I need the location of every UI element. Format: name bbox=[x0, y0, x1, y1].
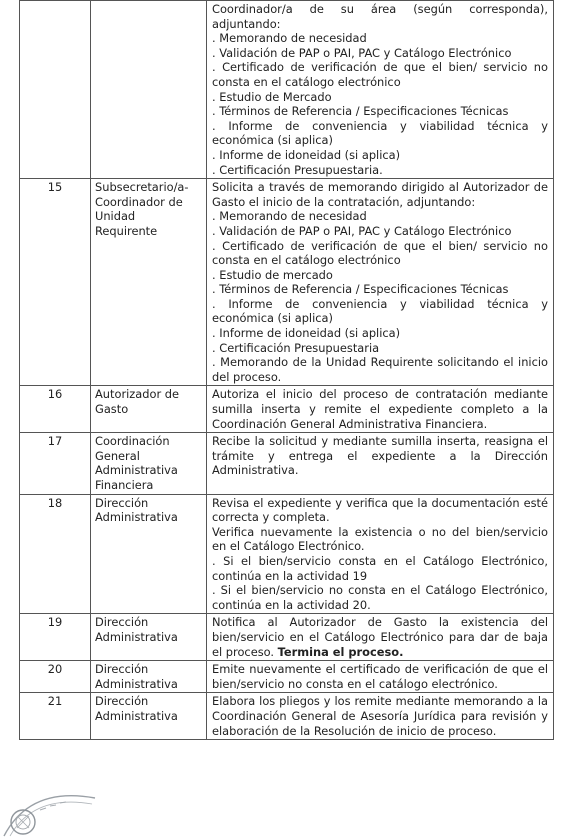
description-line: . Validación de PAP o PAI, PAC y Catálogo Electrónico bbox=[212, 223, 512, 238]
responsible-cell bbox=[91, 614, 207, 661]
step-number: 18 bbox=[20, 494, 91, 614]
responsible-line: Subsecretario/a- bbox=[95, 180, 189, 195]
description-cell bbox=[207, 614, 554, 661]
description-line: . Certificado de verificación de que el bien/ servicio no consta en el catálogo electrónico bbox=[212, 60, 548, 89]
description-line: . Memorando de necesidad bbox=[212, 31, 367, 46]
description-line: . Certificación Presupuestaria. bbox=[212, 162, 383, 177]
responsible-line: Requirente bbox=[95, 223, 158, 238]
description-line: Elabora los pliegos y los remite mediante memorando a la Coordinación General de Asesoría Jurídica para revisión y elaboración de la Resolución de inicio de proceso. bbox=[212, 694, 548, 738]
description-line: . Términos de Referencia / Especificaciones Técnicas bbox=[212, 104, 509, 119]
responsible-line: Administrativa bbox=[95, 510, 178, 525]
description-cell bbox=[207, 386, 554, 433]
step-number: 21 bbox=[20, 693, 91, 740]
description-line: Coordinador/a de su área (según corresponda), adjuntando: bbox=[212, 2, 548, 31]
step-number: 17 bbox=[20, 433, 91, 494]
responsible-cell bbox=[91, 693, 207, 740]
description-line: Revisa el expediente y verifica que la documentación esté correcta y completa. bbox=[212, 495, 548, 525]
table-row bbox=[20, 494, 554, 614]
responsible-line: Coordinador de bbox=[95, 194, 183, 209]
description-line: . Certificación Presupuestaria bbox=[212, 340, 380, 355]
responsible-line: Dirección bbox=[95, 662, 149, 677]
table-row bbox=[20, 386, 554, 433]
description-cell bbox=[207, 179, 554, 386]
responsible-line: Dirección bbox=[95, 495, 149, 510]
description-line: . Si el bien/servicio consta en el Catálogo Electrónico, continúa en la actividad 19 bbox=[212, 553, 548, 583]
responsible-line: Administrativa bbox=[95, 629, 178, 644]
description-line: . Certificado de verificación de que el bien/ servicio no consta en el catálogo electrónico bbox=[212, 238, 548, 268]
description-line: Solicita a través de memorando dirigido al Autorizador de Gasto el inicio de la contratación, adjuntando: bbox=[212, 180, 548, 209]
description-line: Notifica al Autorizador de Gasto la existencia del bien/servicio en el Catálogo Electrónico para dar de baja el proceso. bbox=[212, 615, 548, 659]
description-line: Recibe la solicitud y mediante sumilla inserta, reasigna el trámite y entrega el expediente a la Dirección Administrativa. bbox=[212, 434, 548, 478]
responsible-cell bbox=[91, 661, 207, 693]
table-row bbox=[20, 1, 554, 179]
step-number: 19 bbox=[20, 614, 91, 661]
responsible-line: Gasto bbox=[95, 402, 129, 417]
responsible-line: Dirección bbox=[95, 615, 149, 630]
responsible-cell bbox=[91, 433, 207, 494]
table-row bbox=[20, 433, 554, 494]
table-row bbox=[20, 693, 554, 740]
description-line: . Si el bien/servicio no consta en el Catálogo Electrónico, continúa en la actividad 20. bbox=[212, 583, 548, 612]
responsible-line: General bbox=[95, 448, 140, 463]
description-cell bbox=[207, 1, 554, 179]
responsible-cell bbox=[91, 1, 207, 179]
description-line: . Informe de conveniencia y viabilidad técnica y económica (si aplica) bbox=[212, 296, 548, 326]
description-line: . Informe de conveniencia y viabilidad técnica y económica (si aplica) bbox=[212, 118, 548, 148]
responsible-line: Administrativa bbox=[95, 463, 178, 478]
description-line: Verifica nuevamente la existencia o no del bien/servicio en el Catálogo Electrónico. bbox=[212, 524, 548, 554]
responsible-cell bbox=[91, 494, 207, 614]
description-line: Autoriza el inicio del proceso de contratación mediante sumilla inserta y remite el expediente completo a la Coordinación General Administrativa Financiera. bbox=[212, 387, 548, 431]
description-line: . Informe de idoneidad (si aplica) bbox=[212, 147, 401, 162]
description-line: . Estudio de mercado bbox=[212, 267, 333, 282]
responsible-line: Unidad bbox=[95, 209, 136, 224]
responsible-line: Financiera bbox=[95, 478, 154, 492]
process-table bbox=[19, 0, 554, 740]
description-line: . Estudio de Mercado bbox=[212, 89, 332, 104]
responsible-cell bbox=[91, 386, 207, 433]
seal-stamp-icon bbox=[0, 778, 120, 838]
step-number: 16 bbox=[20, 386, 91, 433]
description-line: Emite nuevamente el certificado de verificación de que el bien/servicio no consta en el catálogo electrónico. bbox=[212, 662, 548, 691]
table-row bbox=[20, 179, 554, 386]
description-cell bbox=[207, 494, 554, 614]
table-row bbox=[20, 614, 554, 661]
responsible-line: Dirección bbox=[95, 694, 149, 709]
process-end-note: Termina el proceso. bbox=[277, 644, 404, 659]
responsible-cell bbox=[91, 179, 207, 386]
description-line: . Términos de Referencia / Especificaciones Técnicas bbox=[212, 282, 509, 297]
responsible-line: Administrativa bbox=[95, 676, 178, 691]
table-row bbox=[20, 661, 554, 693]
step-number: 15 bbox=[20, 179, 91, 386]
description-cell bbox=[207, 693, 554, 740]
step-number bbox=[20, 1, 91, 179]
responsible-line: Administrativa bbox=[95, 708, 178, 723]
description-cell bbox=[207, 661, 554, 693]
responsible-line: Coordinación bbox=[95, 434, 170, 449]
responsible-line: Autorizador de bbox=[95, 387, 179, 402]
description-line: . Informe de idoneidad (si aplica) bbox=[212, 326, 401, 341]
description-cell bbox=[207, 433, 554, 494]
step-number: 20 bbox=[20, 661, 91, 693]
description-line: . Memorando de la Unidad Requirente solicitando el inicio del proceso. bbox=[212, 355, 548, 384]
description-line: . Validación de PAP o PAI, PAC y Catálogo Electrónico bbox=[212, 45, 512, 60]
description-line: . Memorando de necesidad bbox=[212, 209, 367, 224]
